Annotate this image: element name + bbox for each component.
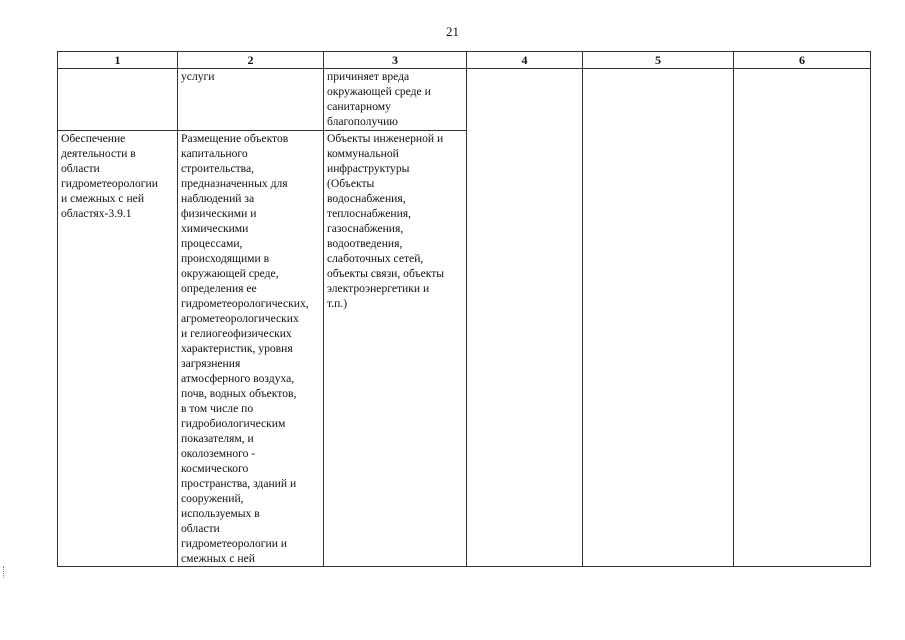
scan-margin-mark xyxy=(3,566,6,578)
column-header-6: 6 xyxy=(734,52,871,69)
header-row xyxy=(58,52,871,69)
column-header-2: 2 xyxy=(178,52,324,69)
document-table xyxy=(57,51,871,567)
column-header-4: 4 xyxy=(467,52,583,69)
table-cell xyxy=(58,69,178,131)
table-cell: услуги xyxy=(178,69,324,131)
page-number: 21 xyxy=(446,24,459,39)
table-cell xyxy=(583,69,734,567)
table-cell xyxy=(734,69,871,567)
table-row xyxy=(58,69,871,131)
table-cell: Объекты инженерной и коммунальной инфраструктуры (Объекты водоснабжения, теплоснабжения, газоснабжения, водоотведения, слаботочных сетей, объекты связи, объекты электроэнергетики и т.п.) xyxy=(324,131,467,567)
table-cell: Обеспечение деятельности в области гидрометеорологии и смежных с ней областях-3.9.1 xyxy=(58,131,178,567)
table-cell xyxy=(467,69,583,567)
column-header-1: 1 xyxy=(58,52,178,69)
table-cell: Размещение объектов капитального строительства, предназначенных для наблюдений за физическими и химическими процессами, происходящими в окружающей среде, определения ее гидрометеорологических, агрометеорологических и гелиогеофизических характеристик, уровня загрязнения атмосферного воздуха, почв, водных объектов, в том числе по гидробиологическим показателям, и околоземного - космического пространства, зданий и сооружений, используемых в области гидрометеорологии и смежных с ней xyxy=(178,131,324,567)
table-cell: причиняет вреда окружающей среде и санитарному благополучию xyxy=(324,69,467,131)
column-header-5: 5 xyxy=(583,52,734,69)
column-header-3: 3 xyxy=(324,52,467,69)
